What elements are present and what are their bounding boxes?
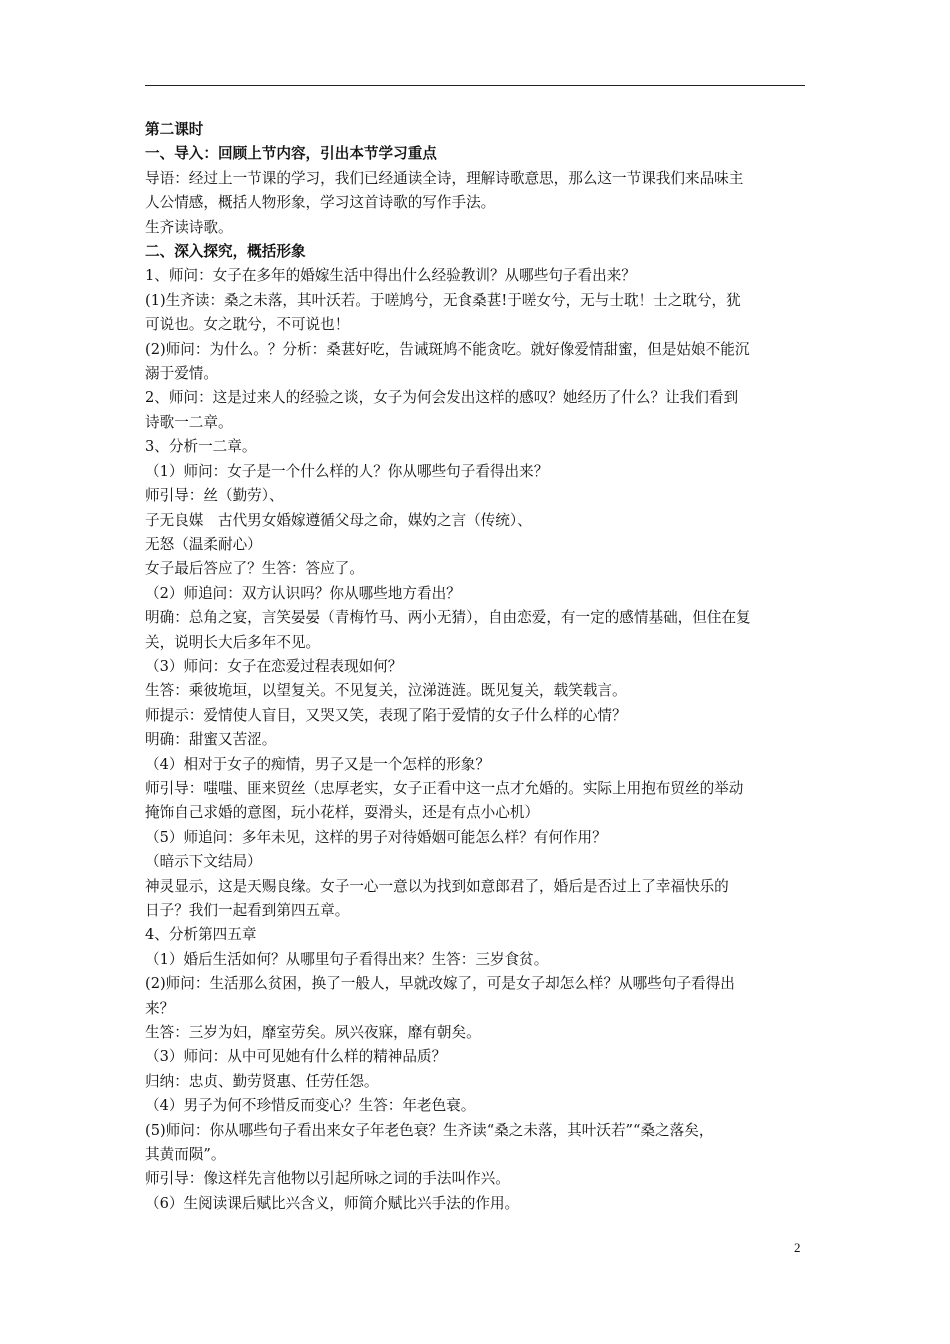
text-line: （1）师问：女子是一个什么样的人？你从哪些句子看得出来？ <box>145 462 549 480</box>
section-heading: 第二课时 <box>145 121 204 138</box>
text-line: 女子最后答应了？生答：答应了。 <box>145 560 364 578</box>
text-line: （4）相对于女子的痴情，男子又是一个怎样的形象？ <box>145 755 490 773</box>
text-line: 可说也。女之耽兮，不可说也！ <box>145 316 350 334</box>
text-line: (5)师问：你从哪些句子看出来女子年老色衰？生齐读“桑之未落，其叶沃若”“桑之落矣， <box>145 1121 714 1139</box>
text-line: 神灵显示，这是天赐良缘。女子一心一意以为找到如意郎君了，婚后是否过上了幸福快乐的 <box>145 877 729 895</box>
text-line: (2)师问：为什么。？分析：桑葚好吃，告诫斑鸠不能贪吃。就好像爱情甜蜜，但是姑娘不能沉 <box>145 340 750 358</box>
text-line: 生答：乘彼垝垣，以望复关。不见复关，泣涕涟涟。既见复关，载笑载言。 <box>145 682 627 700</box>
section-heading: 一、导入：回顾上节内容，引出本节学习重点 <box>145 145 437 163</box>
text-line: 诗歌一二章。 <box>145 413 233 431</box>
text-line: （4）男子为何不珍惜反而变心？生答：年老色衰。 <box>145 1097 476 1115</box>
text-line: 师引导：丝（勤劳）、 <box>145 487 284 505</box>
section-heading: 二、深入探究，概括形象 <box>145 243 306 261</box>
text-line: （5）师追问：多年未见，这样的男子对待婚姻可能怎么样？有何作用？ <box>145 828 607 846</box>
text-line: 3、分析一二章。 <box>145 438 257 456</box>
text-line: 关，说明长大后多年不见。 <box>145 633 321 651</box>
page-number: 2 <box>794 1240 801 1255</box>
text-line: 生齐读诗歌。 <box>145 218 233 236</box>
text-line: 1、师问：女子在多年的婚嫁生活中得出什么经验教训？从哪些句子看出来？ <box>145 267 636 285</box>
text-line: （2）师追问：双方认识吗？你从哪些地方看出？ <box>145 584 461 602</box>
text-line: 无怒（温柔耐心） <box>145 535 262 553</box>
text-line: 来？ <box>145 999 175 1017</box>
text-line: 师引导：嗤嗤、匪来贸丝（忠厚老实，女子正看中这一点才允婚的。实际上用抱布贸丝的举动 <box>145 779 744 797</box>
text-line: 其黄而陨”。 <box>145 1146 226 1164</box>
text-line: （1）婚后生活如何？从哪里句子看得出来？生答：三岁食贫。 <box>145 950 549 968</box>
text-line: 掩饰自己求婚的意图，玩小花样，耍滑头，还是有点小心机） <box>145 804 540 822</box>
text-line: 明确：甜蜜又苦涩。 <box>145 731 277 749</box>
text-line: 2、师问：这是过来人的经验之谈，女子为何会发出这样的感叹？她经历了什么？让我们看到 <box>145 389 739 407</box>
text-line: 人公情感，概括人物形象，学习这首诗歌的写作手法。 <box>145 194 496 212</box>
text-line: (2)师问：生活那么贫困，换了一般人，早就改嫁了，可是女子却怎么样？从哪些句子看得出 <box>145 975 735 993</box>
text-line: 子无良媒 古代男女婚嫁遵循父母之命，媒妁之言（传统）、 <box>145 511 532 529</box>
text-line: 导语：经过上一节课的学习，我们已经通读全诗，理解诗歌意思，那么这一节课我们来品味主 <box>145 169 744 187</box>
text-line: 师提示：爱情使人盲目，又哭又笑，表现了陷于爱情的女子什么样的心情？ <box>145 706 627 724</box>
text-line: 4、分析第四五章 <box>145 926 257 944</box>
text-line: (1)生齐读：桑之未落，其叶沃若。于嗟鸠兮，无食桑葚!于嗟女兮，无与士耽！士之耽兮，犹 <box>145 291 741 309</box>
text-line: （3）师问：女子在恋爱过程表现如何？ <box>145 657 403 675</box>
header-rule <box>145 85 805 86</box>
text-line: 溺于爱情。 <box>145 365 218 383</box>
text-line: （6）生阅读课后赋比兴含义，师简介赋比兴手法的作用。 <box>145 1194 520 1212</box>
text-line: （暗示下文结局） <box>145 853 262 871</box>
text-line: 明确：总角之宴，言笑晏晏（青梅竹马、两小无猜），自由恋爱，有一定的感情基础，但住在复 <box>145 609 751 627</box>
text-line: 日子？我们一起看到第四五章。 <box>145 902 350 919</box>
document-body <box>145 118 807 1216</box>
text-line: 师引导：像这样先言他物以引起所咏之词的手法叫作兴。 <box>145 1170 510 1188</box>
text-line: 生答：三岁为妇，靡室劳矣。夙兴夜寐，靡有朝矣。 <box>145 1024 481 1042</box>
text-line: 归纳：忠贞、勤劳贤惠、任劳任怨。 <box>145 1072 379 1090</box>
text-line: （3）师问：从中可见她有什么样的精神品质？ <box>145 1048 447 1066</box>
